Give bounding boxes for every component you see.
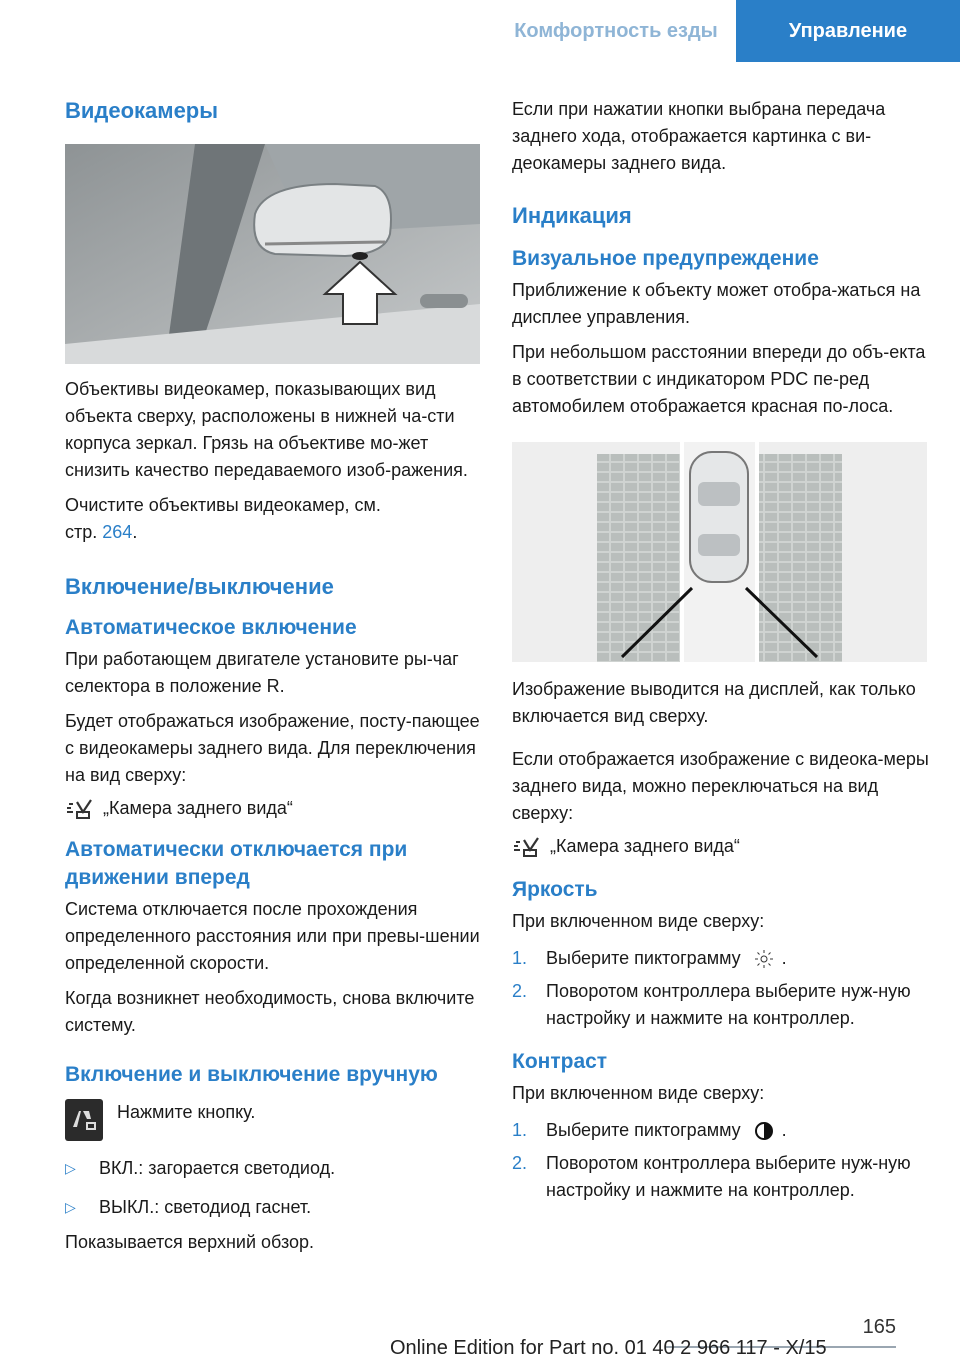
paragraph-auto-on: При работающем двигателе установите ры-чаг селектора в положение R. — [65, 649, 459, 696]
page-link-264[interactable]: 264 — [102, 522, 133, 542]
paragraph-reverse-gear: Если при нажатии кнопки выбрана передача заднего хода, отображается картинка с ви-деокамеры заднего вида. — [512, 99, 886, 173]
camera-switch-icon — [512, 836, 542, 858]
manual-subtitle: Включение и выключение вручную — [65, 1063, 438, 1086]
list-item: 2. Поворотом контроллера выберите нуж-ную настройку и нажмите на контроллер. — [512, 981, 911, 1028]
camera-option-line — [65, 795, 480, 822]
press-button-line — [65, 1099, 480, 1141]
sun-icon — [754, 949, 774, 969]
paragraph-rear-camera: Будет отображаться изображение, посту-пающее с видеокамеры заднего вида. Для переключения на вид сверху: — [65, 711, 480, 785]
camera-option-line-right — [512, 833, 932, 860]
paragraph-reenable: Когда возникнет необходимость, снова включите систему. — [65, 988, 475, 1035]
led-bullets — [65, 1155, 480, 1221]
list-item: 1. Выберите пиктограмму . — [512, 948, 787, 968]
mirror-camera-image — [65, 144, 480, 364]
list-item: ▷ ВЫКЛ.: светодиод гаснет. — [65, 1197, 312, 1217]
brightness-intro: При включенном виде сверху: — [512, 911, 765, 931]
camera-option-label: „Камера заднего вида“ — [103, 798, 293, 818]
contrast-intro: При включенном виде сверху: — [512, 1083, 765, 1103]
paragraph-red-bar: При небольшом расстоянии впереди до объ-екта в соответствии с индикатором PDC пе-ред автомобилем отображается красная по-лоса. — [512, 342, 926, 416]
paragraph-lens-location: Объективы видеокамер, показывающих вид объекта сверху, расположены в нижней ча-сти корпуса зеркал. Грязь на объективе мо-жет снизить качество передаваемого изоб-ражения. — [65, 379, 468, 480]
left-column — [65, 96, 480, 1256]
brightness-steps — [512, 945, 932, 1032]
page-number: 165 — [862, 1316, 896, 1338]
list-item: ▷ ВКЛ.: загорается светодиод. — [65, 1158, 336, 1178]
contrast-subtitle: Контраст — [512, 1050, 608, 1073]
top-view-display-image — [512, 442, 927, 662]
list-item: 1. Выберите пиктограмму . — [512, 1120, 787, 1140]
paragraph-clean-lenses: Очистите объективы видеокамер, см. стр. 264. — [65, 495, 381, 542]
header-chapter: Управление — [736, 0, 960, 62]
camera-switch-icon — [65, 798, 95, 820]
list-item: 2. Поворотом контроллера выберите нуж-ную настройку и нажмите на контроллер. — [512, 1153, 911, 1200]
edition-text: Online Edition for Part no. 01 40 2 966 117 - X/15 — [390, 1337, 827, 1359]
press-button-text: Нажмите кнопку. — [117, 1102, 256, 1122]
page-header — [496, 0, 960, 62]
paragraph-top-view: Показывается верхний обзор. — [65, 1232, 315, 1252]
brightness-subtitle: Яркость — [512, 878, 598, 901]
paragraph-auto-off: Система отключается после прохождения определенного расстояния или при превы-шении определенной скорости. — [65, 899, 480, 973]
parking-camera-button-icon — [65, 1099, 103, 1141]
contrast-steps — [512, 1117, 932, 1204]
camera-option-label: „Камера заднего вида“ — [550, 836, 740, 856]
indication-title: Индикация — [512, 203, 632, 228]
auto-on-subtitle: Автоматическое включение — [65, 616, 357, 639]
header-section: Комфортность езды — [496, 0, 736, 62]
paragraph-display: Изображение выводится на дисплей, как только включается вид сверху. — [512, 679, 916, 726]
paragraph-switch: Если отображается изображение с видеока-меры заднего вида, можно переключаться на вид сверху: — [512, 749, 929, 823]
right-column — [512, 96, 932, 1204]
visual-warning-subtitle: Визуальное предупреждение — [512, 247, 819, 270]
paragraph-approach: Приближение к объекту может отобра-жаться на дисплее управления. — [512, 280, 921, 327]
auto-off-subtitle: Автоматически отключается при движении вперед — [65, 838, 408, 889]
cameras-title: Видеокамеры — [65, 98, 219, 123]
contrast-icon — [754, 1121, 774, 1141]
onoff-title: Включение/выключение — [65, 574, 334, 599]
